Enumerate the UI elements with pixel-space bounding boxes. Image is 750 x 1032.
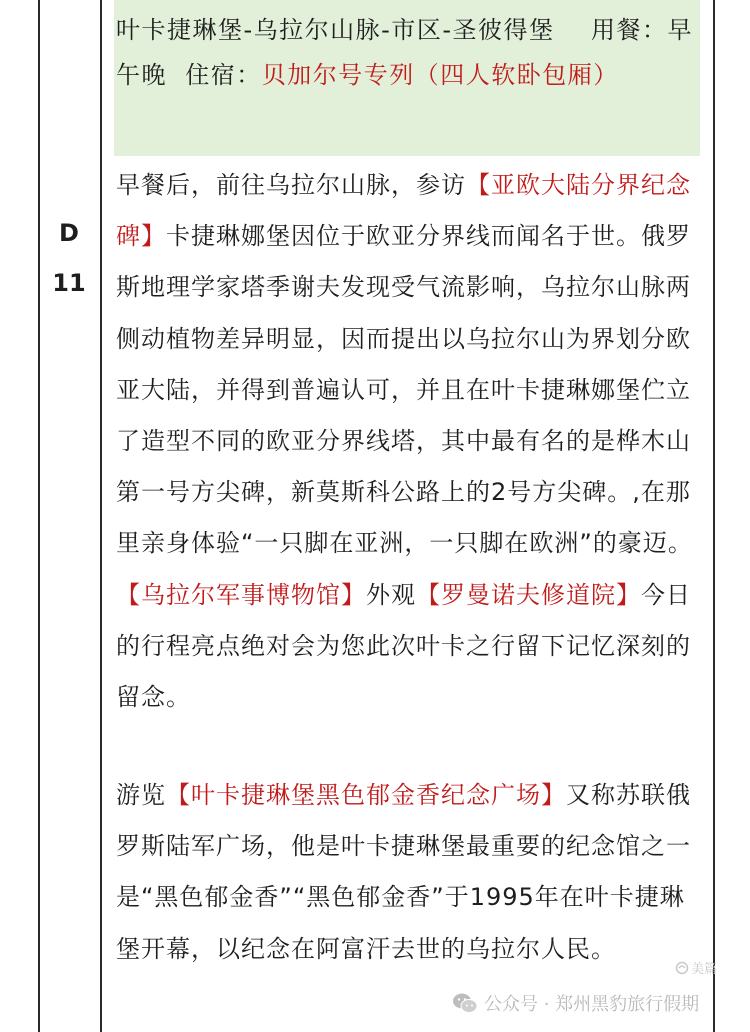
wechat-watermark-text: 公众号 · 郑州黑豹旅行假期 (484, 994, 700, 1015)
day-header (114, 0, 700, 156)
table-border-divider (100, 0, 102, 1032)
lodging-value: 贝加尔号专列（四人软卧包厢） (261, 61, 619, 89)
spot-tulip-square: 【叶卡捷琳堡黑色郁金香纪念广场】 (166, 781, 566, 809)
meals-label: 用餐： (591, 16, 668, 44)
meipian-logo-icon (675, 961, 689, 975)
meipian-watermark-text: 美篇 (691, 962, 718, 977)
spot-monument: 【亚欧大陆分界纪念碑】 (116, 171, 691, 251)
day-label-number: 11 (52, 269, 86, 297)
highlight-summary: 今日的行程亮点绝对会为您此次叶卡之行留下记忆深刻的留念。 (116, 580, 691, 712)
wechat-icon (452, 992, 478, 1014)
museum-note: 外观 (366, 580, 416, 609)
route-title: 叶卡捷琳堡-乌拉尔山脉-市区-圣彼得堡 (116, 16, 555, 44)
paragraph-morning (116, 160, 706, 723)
wechat-watermark (452, 990, 699, 1016)
tour-intro: 游览 (116, 781, 166, 809)
day-label-letter: D (59, 219, 79, 247)
meals-value: 早午晚 (116, 16, 693, 89)
table-border-right (713, 0, 715, 1032)
lodging-label: 住宿： (185, 61, 262, 89)
spot-monastery: 【罗曼诺夫修道院】 (416, 580, 641, 609)
meipian-watermark (675, 958, 717, 977)
spot-military-museum: 【乌拉尔军事博物馆】 (116, 580, 366, 609)
morning-intro: 早餐后，前往乌拉尔山脉，参访 (116, 171, 466, 199)
day-label (38, 208, 100, 308)
tulip-square-description: 又称苏联俄罗斯陆军广场，他是叶卡捷琳堡最重要的纪念馆之一是“黑色郁金香”“黑色郁金香”于1995年在叶卡捷琳堡开幕，以纪念在阿富汗去世的乌拉尔人民。 (116, 781, 691, 963)
paragraph-tour (116, 770, 706, 975)
monument-description: 卡捷琳娜堡因位于欧亚分界线而闻名于世。俄罗斯地理学家塔季谢夫发现受气流影响，乌拉尔山脉两侧动植物差异明显，因而提出以乌拉尔山为界划分欧亚大陆，并得到普遍认可，并且在叶卡捷琳娜堡伫立了造型不同的欧亚分界线塔，其中最有名的是桦木山第一号方尖碑，新莫斯科公路上的2号方尖碑。,在那里亲身体验“一只脚在亚洲，一只脚在欧洲”的豪迈。 (116, 222, 693, 558)
day-cell (38, 0, 100, 1032)
